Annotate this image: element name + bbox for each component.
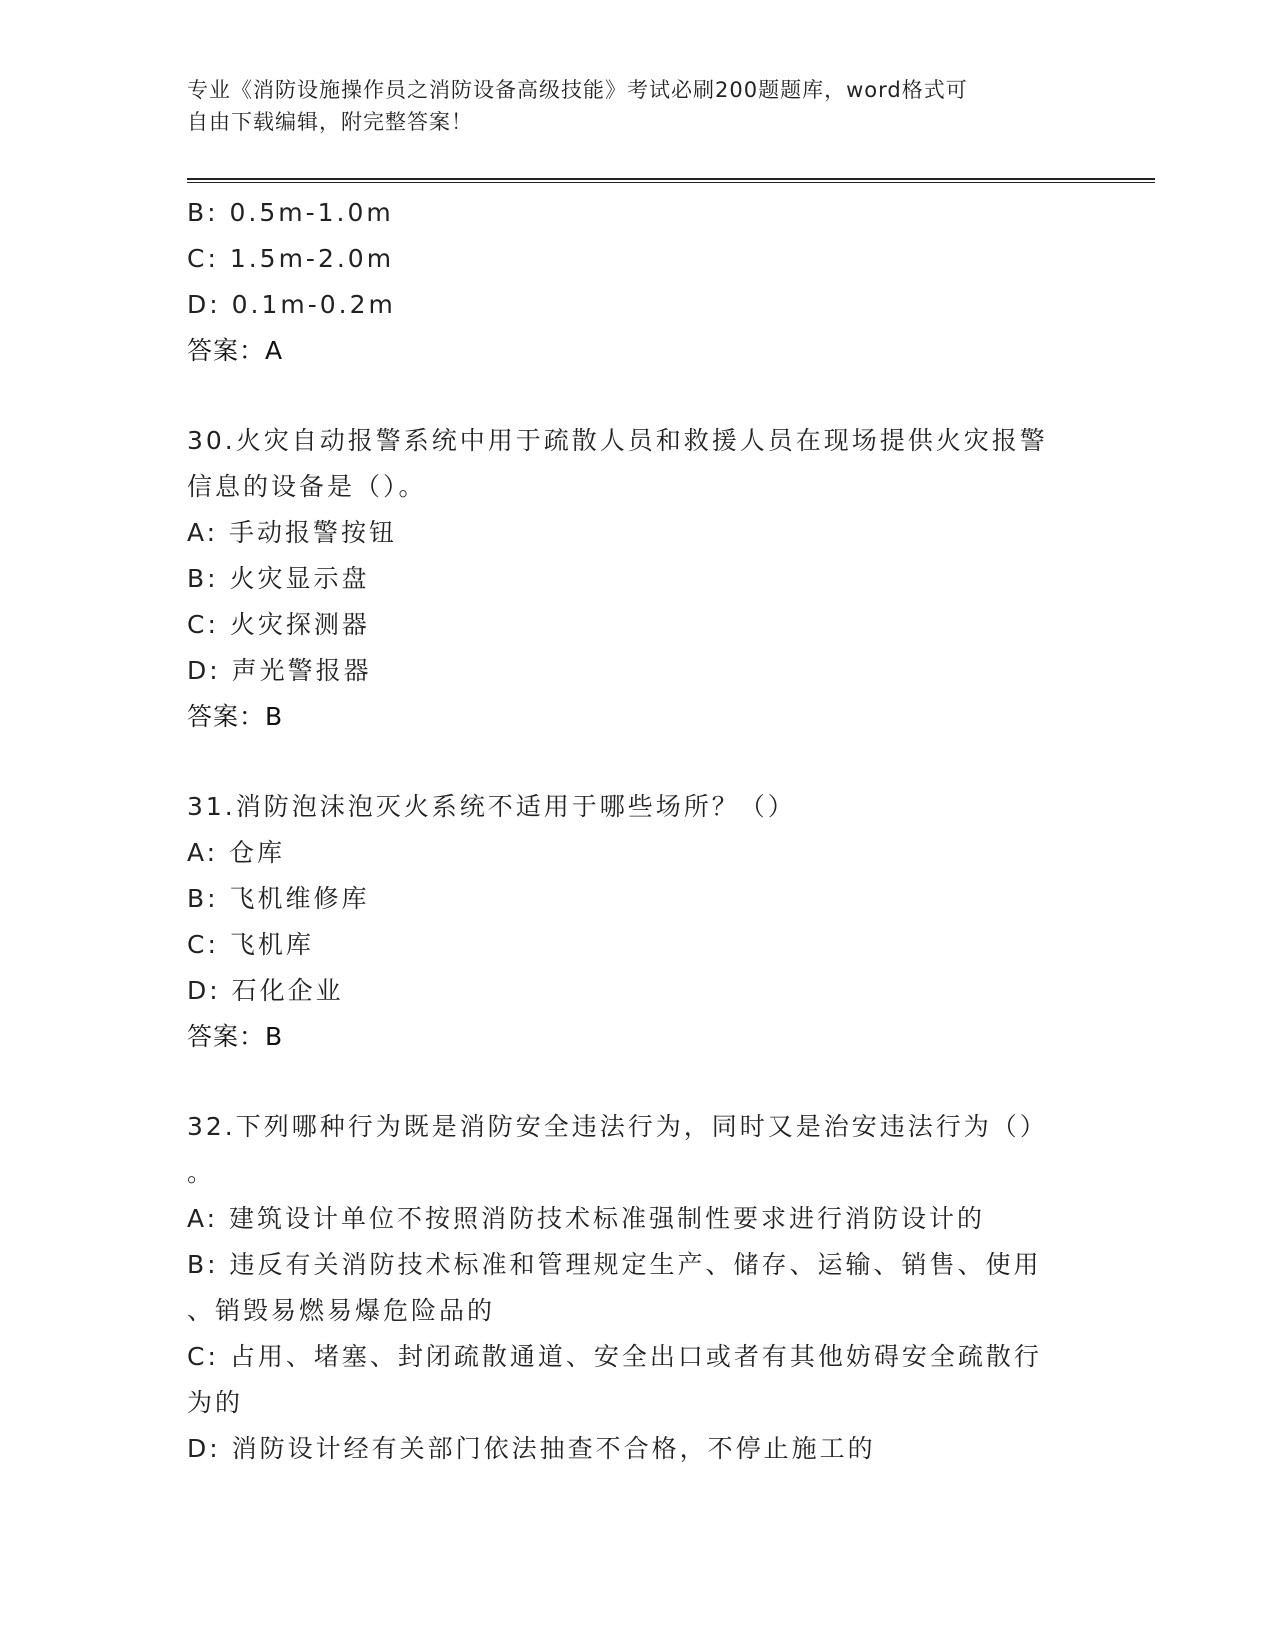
option-c-continued: 为的 [187, 1388, 244, 1417]
question-stem: 31.消防泡沫泡灭火系统不适用于哪些场所？（） [187, 792, 796, 821]
answer-line: 答案：B [187, 702, 284, 731]
spacer [187, 740, 1087, 784]
question-30 [187, 418, 1087, 740]
option-d: D: 石化企业 [187, 976, 344, 1005]
document-header [187, 74, 1067, 138]
option-c: C: 火灾探测器 [187, 610, 370, 639]
option-b: B: 违反有关消防技术标准和管理规定生产、储存、运输、销售、使用 [187, 1250, 1042, 1279]
option-b: B: 0.5m-1.0m [187, 198, 394, 227]
option-b: B: 飞机维修库 [187, 884, 370, 913]
option-b-continued: 、销毁易燃易爆危险品的 [187, 1296, 496, 1325]
answer-line: 答案：B [187, 1022, 284, 1051]
question-32 [187, 1104, 1087, 1472]
question-stem: 32.下列哪种行为既是消防安全违法行为，同时又是治安违法行为（） [187, 1112, 1048, 1141]
option-c: C: 1.5m-2.0m [187, 244, 395, 273]
header-line-1: 专业《消防设施操作员之消防设备高级技能》考试必刷200题题库，word格式可 [187, 78, 968, 102]
option-d: D: 消防设计经有关部门依法抽查不合格，不停止施工的 [187, 1434, 876, 1463]
option-d: D: 声光警报器 [187, 656, 372, 685]
question-31 [187, 784, 1087, 1060]
option-b: B: 火灾显示盘 [187, 564, 370, 593]
option-a: A: 建筑设计单位不按照消防技术标准强制性要求进行消防设计的 [187, 1204, 986, 1233]
option-c: C: 飞机库 [187, 930, 314, 959]
option-a: A: 仓库 [187, 838, 286, 867]
option-c: C: 占用、堵塞、封闭疏散通道、安全出口或者有其他妨碍安全疏散行 [187, 1342, 1042, 1371]
option-d: D: 0.1m-0.2m [187, 290, 396, 319]
question-stem-continued: 。 [187, 1158, 216, 1187]
option-a: A: 手动报警按钮 [187, 518, 398, 547]
answer-line: 答案：A [187, 336, 284, 365]
spacer [187, 374, 1087, 418]
question-29-tail [187, 190, 1087, 374]
header-line-2: 自由下载编辑，附完整答案！ [187, 110, 473, 134]
header-divider [187, 178, 1155, 183]
question-list [187, 190, 1087, 1472]
question-stem-continued: 信息的设备是（）。 [187, 472, 427, 501]
question-stem: 30.火灾自动报警系统中用于疏散人员和救援人员在现场提供火灾报警 [187, 426, 1048, 455]
spacer [187, 1060, 1087, 1104]
